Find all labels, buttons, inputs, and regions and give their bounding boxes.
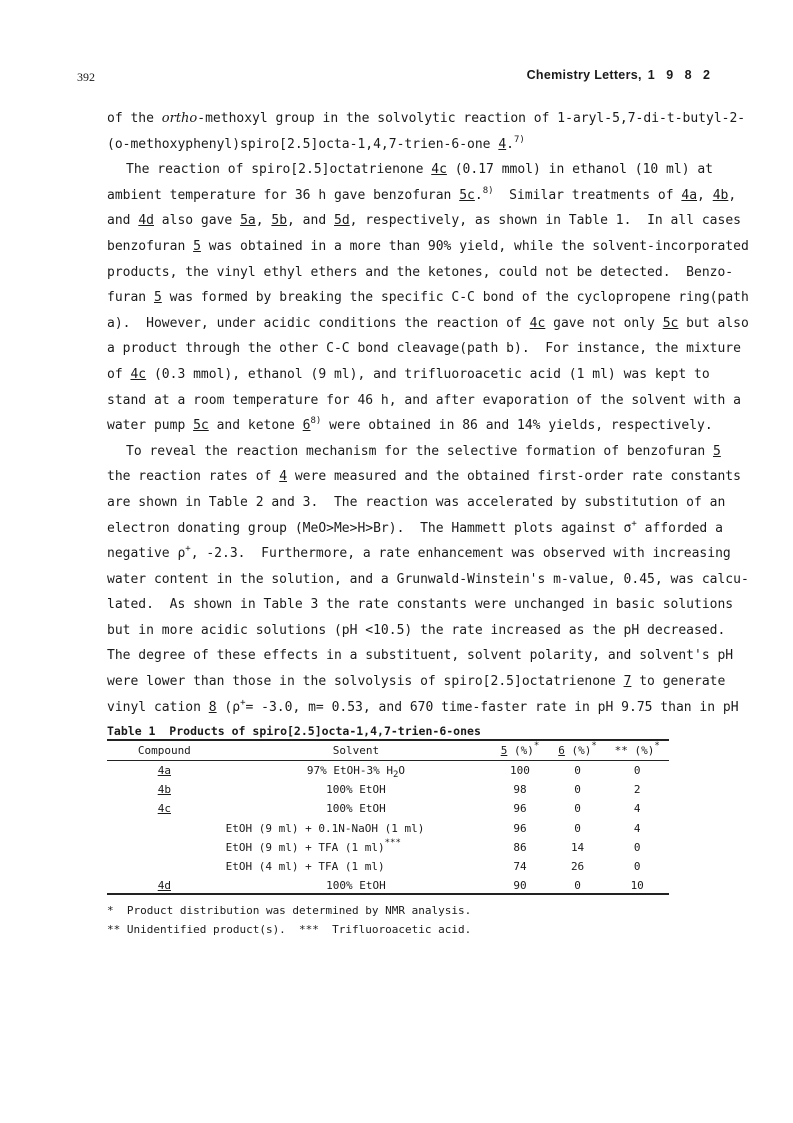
compound-ref: 4 [498,136,507,152]
products-table [107,740,669,895]
paragraph-3-line-7: lated. As shown in Table 3 the rate constants were unchanged in basic solutions [107,597,734,613]
paragraph-2-line-3: and 4d also gave 5a, 5b, and 5d, respectively, as shown in Table 1. In all cases [107,213,741,229]
paragraph-1-line-2: (o-methoxyphenyl)spiro[2.5]octa-1,4,7-trien-6-one 4.$^{7)}$ [107,134,525,152]
footnote: * Product distribution was determined by NMR analysis. [107,904,472,917]
paragraph-2-line-11: water pump 5c and ketone 6$^{8)}$ were obtained in 86 and 14% yields, respectively. [107,416,713,434]
col-compound: Compound [137,744,191,757]
paragraph-3-line-3: are shown in Table 2 and 3. The reaction was accelerated by substitution of an [107,494,726,510]
italic-ortho: ortho [161,111,198,126]
citation: 8) [482,185,494,196]
table-row: 4b 100% EtOH 98 0 2 [157,783,641,797]
journal-year: 1 9 8 2 [647,68,714,82]
running-header [527,68,714,82]
paragraph-2-line-4: benzofuran 5 was obtained in a more than 90% yield, while the solvent-incorporated [107,238,749,254]
paragraph-2-line-10: stand at a room temperature for 46 h, and after evaporation of the solvent with a [107,392,741,408]
table-row: 4d 100% EtOH 90 0 10 [157,879,644,893]
paragraph-2-line-6: furan 5 was formed by breaking the specific C-C bond of the cyclopropene ring(path [107,290,749,306]
paragraph-2-line-8: a product through the other C-C bond cleavage(path b). For instance, the mixture [107,341,741,357]
journal-name: Chemistry Letters, [526,68,642,82]
paragraph-3-line-8: but in more acidic solutions (pH <10.5) the rate increased as the pH decreased. [107,622,726,638]
paragraph-3-line-5: negative ρ+, -2.3. Furthermore, a rate enhancement was observed with increasing [107,544,731,562]
paragraph-2-line-9: of 4c (0.3 mmol), ethanol (9 ml), and trifluoroacetic acid (1 ml) was kept to [107,366,710,382]
paragraph-3-line-4: electron donating group (MeO>Me>H>Br). The Hammett plots against σ+ afforded a [107,518,723,536]
table-row: EtOH (9 ml) + TFA (1 ml)*** 86 14 0 [225,837,641,854]
paragraph-1-line-1: of the ortho-methoxyl group in the solvolytic reaction of 1-aryl-5,7-di-t-butyl-2- [107,111,746,126]
table-title: Table 1 Products of spiro[2.5]octa-1,4,7-trien-6-ones [107,724,481,738]
col-unidentified: ** (%)* [614,741,660,757]
citation: 7) [514,134,525,145]
paragraph-3-line-6: water content in the solution, and a Grunwald-Winstein's m-value, 0.45, was calcu- [107,571,749,587]
table-row: 4c 100% EtOH 96 0 4 [157,802,641,816]
paragraph-3-line-9: The degree of these effects in a substituent, solvent polarity, and solvent's pH [107,648,734,664]
paragraph-3-line-1: To reveal the reaction mechanism for the selective formation of benzofuran 5 [126,443,721,459]
paragraph-2-line-2: ambient temperature for 36 h gave benzofuran 5c.$^{8)}$ Similar treatments of 4a, 4b, [107,185,737,203]
col-product-6: 6 (%)* [558,741,597,757]
table-row: EtOH (9 ml) + 0.1N-NaOH (1 ml) 96 0 4 [225,821,641,835]
table-row: 4a 97% EtOH-3% $H_2O$ 100 0 0 [157,764,641,781]
paragraph-3-line-2: the reaction rates of 4 were measured and the obtained first-order rate constants [107,469,741,485]
paragraph-3-line-10: were lower than those in the solvolysis of spiro[2.5]octatrienone 7 to generate [107,674,726,690]
citation: 8) [310,416,322,427]
table-footnotes [107,901,471,939]
paragraph-2-line-1: The reaction of spiro[2.5]octatrienone 4c (0.17 mmol) in ethanol (10 ml) at [126,162,714,178]
col-solvent: Solvent [332,744,380,757]
page-number: 392 [77,70,95,84]
table-header-row [107,740,669,761]
body-text [107,106,749,720]
paragraph-3-line-11: vinyl cation 8 (ρ+= -3.0, m= 0.53, and 670 time-faster rate in pH 9.75 than in pH [107,697,739,715]
paragraph-2-line-5: products, the vinyl ethyl ethers and the ketones, could not be detected. Benzo- [107,264,734,280]
paragraph-2-line-7: a). However, under acidic conditions the reaction of 4c gave not only 5c but also [107,315,749,331]
table-row: EtOH (4 ml) + TFA (1 ml) 74 26 0 [225,860,641,874]
col-product-5: 5 (%)* [500,741,540,757]
footnote: ** Unidentified product(s). *** Trifluoroacetic acid. [107,923,472,936]
